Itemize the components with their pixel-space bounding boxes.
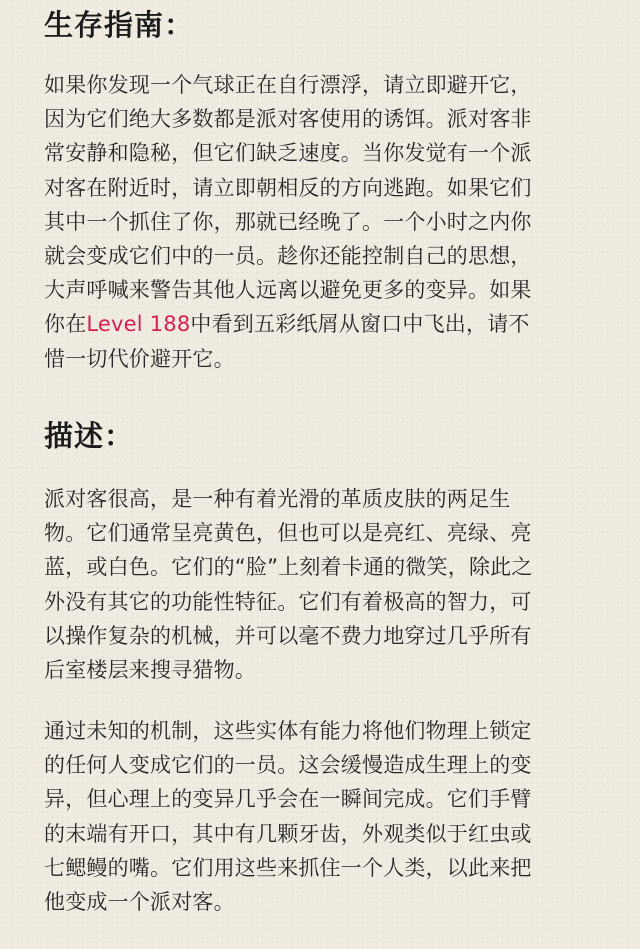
- survival-guide-heading: 生存指南：: [44, 8, 195, 42]
- text-line: 的任何人变成它们的一员。这会缓慢造成生理上的变: [44, 753, 532, 778]
- description-heading: 描述：: [44, 419, 135, 453]
- text-line: 蓝，或白色。它们的“脸”上刻着卡通的微笑，除此之: [44, 555, 533, 580]
- text-line: 物。它们通常呈亮黄色，但也可以是亮红、亮绿、亮: [44, 521, 532, 546]
- text-line: 的末端有开口，其中有几颗牙齿，外观类似于红虫或: [44, 821, 532, 846]
- text-fragment: 中看到五彩纸屑从窗口中飞出，请不: [190, 312, 530, 337]
- text-line: 常安静和隐秘，但它们缺乏速度。当你发觉有一个派: [44, 141, 532, 166]
- text-line: 因为它们绝大多数都是派对客使用的诱饵。派对客非: [44, 107, 532, 132]
- text-line: 大声呼喊来警告其他人远离以避免更多的变异。如果: [44, 278, 532, 303]
- text-line: 通过未知的机制，这些实体有能力将他们物理上锁定: [44, 719, 532, 743]
- text-line: 外没有其它的功能性特征。它们有着极高的智力，可: [44, 589, 532, 614]
- text-line: 后室楼层来搜寻猎物。: [44, 657, 256, 682]
- text-line: 他变成一个派对客。: [44, 889, 235, 914]
- description-paragraph-2: [44, 714, 604, 919]
- text-line: 如果你发现一个气球正在自行漂浮，请立即避开它，: [44, 73, 532, 97]
- text-line: 七鳃鳗的嘴。它们用这些来抓住一个人类，以此来把: [44, 855, 532, 880]
- text-line: 对客在附近时，请立即朝相反的方向逃跑。如果它们: [44, 175, 532, 200]
- text-line: 惜一切代价避开它。: [44, 346, 235, 371]
- level-188-link[interactable]: Level 188: [86, 312, 191, 337]
- survival-guide-paragraph: [44, 68, 604, 376]
- text-fragment: 你在: [44, 312, 87, 337]
- text-line: 就会变成它们中的一员。趁你还能控制自己的思想，: [44, 243, 532, 268]
- text-line: 派对客很高，是一种有着光滑的革质皮肤的两足生: [44, 487, 511, 511]
- text-line: 异，但心理上的变异几乎会在一瞬间完成。它们手臂: [44, 787, 532, 812]
- text-line: 其中一个抓住了你，那就已经晚了。一个小时之内你: [44, 209, 532, 234]
- description-paragraph-1: [44, 482, 604, 687]
- text-line-with-link: [44, 307, 604, 341]
- text-line: 以操作复杂的机械，并可以毫不费力地穿过几乎所有: [44, 623, 532, 648]
